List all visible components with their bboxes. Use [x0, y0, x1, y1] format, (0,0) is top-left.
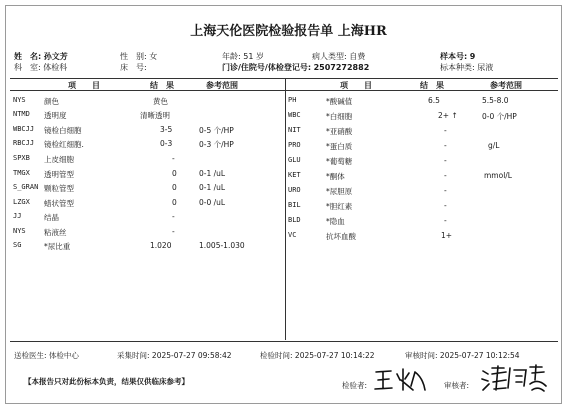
row-item: 蜡状管型 [44, 199, 74, 208]
row-result: 0 [172, 198, 177, 207]
reviewer-signature [480, 362, 550, 396]
tester-signature-graphic [373, 364, 431, 394]
specimen-label: 标本种类: [440, 63, 475, 72]
right-ref-header: 参考范围 [490, 81, 522, 90]
row-code: SG [13, 241, 22, 249]
row-code: NIT [288, 126, 301, 134]
dept-field [14, 62, 67, 73]
test-time-value: 2025-07-27 10:14:22 [294, 351, 375, 360]
table-bottom-rule [10, 341, 558, 342]
reviewer-signature-graphic [480, 362, 550, 394]
test-time-label: 检验时间: [260, 351, 293, 360]
row-ref: mmol/L [484, 171, 512, 180]
row-result: - [444, 201, 447, 210]
collect-time-label: 采集时间: [117, 351, 150, 360]
row-item: *尿胆原 [326, 187, 353, 196]
reg-field [222, 62, 369, 73]
disclaimer: 【本报告只对此份标本负责，结果仅供临床参考】 [24, 377, 189, 386]
age-label: 年龄: [222, 52, 241, 61]
row-result: - [172, 154, 175, 163]
row-result: 0 [172, 169, 177, 178]
row-ref: 0-0 /uL [199, 198, 226, 207]
row-code: TMGX [13, 169, 30, 177]
doctor-field [14, 350, 79, 361]
row-code: URO [288, 186, 301, 194]
row-result: 6.5 [428, 96, 440, 105]
row-item: 镜检白细胞 [44, 126, 82, 135]
left-item-header: 项 目 [68, 81, 100, 90]
row-ref: 0-0 个/HP [482, 112, 517, 121]
row-item: 上皮细胞 [44, 155, 74, 164]
row-item: *酮体 [326, 172, 345, 181]
row-item: *亚硝酸 [326, 127, 353, 136]
row-item: 结晶 [44, 213, 59, 222]
gender-field [120, 51, 157, 62]
table-top-rule [10, 78, 558, 79]
row-result: - [444, 126, 447, 135]
row-result: 清晰透明 [140, 111, 170, 120]
patient-name: 孙文芳 [43, 52, 68, 61]
column-divider [285, 79, 286, 340]
specimen-field [440, 62, 493, 73]
row-ref: 0-1 /uL [199, 183, 226, 192]
row-code: RBCJJ [13, 139, 35, 147]
row-result: 黄色 [153, 97, 168, 106]
row-item: 透明管型 [44, 170, 74, 179]
row-ref: 0-1 /uL [199, 169, 226, 178]
row-code: LZGX [13, 198, 30, 206]
row-ref: 0-3 个/HP [199, 140, 234, 149]
row-item: 透明度 [44, 111, 67, 120]
collect-time-value: 2025-07-27 09:58:42 [151, 351, 232, 360]
audit-time-label: 审核时间: [405, 351, 438, 360]
dept-label: 科 室: [14, 63, 41, 72]
row-result: 1.020 [150, 241, 172, 250]
row-ref: g/L [488, 141, 500, 150]
bed-field [120, 62, 147, 73]
row-result: - [444, 141, 447, 150]
row-code: KET [288, 171, 301, 179]
row-code: BLD [288, 216, 301, 224]
row-code: NYS [13, 227, 26, 235]
row-item: *胆红素 [326, 202, 353, 211]
row-code: WBC [288, 111, 301, 119]
row-item: 抗坏血酸 [326, 232, 356, 241]
row-item: *隐血 [326, 217, 345, 226]
row-code: NYS [13, 96, 26, 104]
row-item: *酸碱值 [326, 97, 353, 106]
left-result-header: 结 果 [150, 81, 174, 90]
age-field [222, 51, 264, 62]
collect-time-field [117, 350, 232, 361]
dept-value: 体检科 [43, 63, 68, 72]
test-time-field [260, 350, 375, 361]
row-result: - [444, 186, 447, 195]
reviewer-label: 审核者: [444, 381, 470, 390]
row-item: 颜色 [44, 97, 59, 106]
row-result: 0 [172, 183, 177, 192]
row-item: 粘液丝 [44, 228, 67, 237]
row-ref: 0-5 个/HP [199, 126, 234, 135]
doctor-value: 体检中心 [48, 351, 79, 360]
row-result: 2+ ↑ [438, 111, 458, 120]
row-code: PH [288, 96, 297, 104]
row-result: - [172, 227, 175, 236]
row-result: 3-5 [160, 125, 173, 134]
row-item: *蛋白质 [326, 142, 353, 151]
row-item: 颗粒管型 [44, 184, 74, 193]
row-code: JJ [13, 212, 22, 220]
row-code: SPXB [13, 154, 30, 162]
row-code: BIL [288, 201, 301, 209]
gender-value: 女 [149, 52, 158, 61]
row-result: - [172, 212, 175, 221]
patient-type-label: 病人类型: [312, 52, 347, 61]
gender-label: 性 别: [120, 52, 147, 61]
row-result: - [444, 156, 447, 165]
audit-time-field [405, 350, 520, 361]
age-value: 51 岁 [243, 52, 264, 61]
row-item: *白细胞 [326, 112, 353, 121]
row-ref: 1.005-1.030 [199, 241, 245, 250]
tester-label: 检验者: [342, 381, 368, 390]
row-item: *尿比重 [44, 242, 71, 251]
report-title: 上海天伦医院检验报告单 上海HR [190, 24, 387, 39]
row-item: *葡萄糖 [326, 157, 353, 166]
doctor-label: 送检医生: [14, 351, 47, 360]
patient-name-field [14, 51, 68, 62]
reg-value: 2507272882 [313, 63, 370, 72]
row-code: NTMD [13, 110, 30, 118]
sample-no-label: 样本号: [440, 52, 468, 61]
row-ref: 5.5-8.0 [482, 96, 509, 105]
row-result: 0-3 [160, 139, 173, 148]
name-label: 姓 名: [14, 52, 42, 61]
row-code: WBCJJ [13, 125, 35, 133]
patient-type-value: 自费 [349, 52, 366, 61]
row-result: 1+ [441, 231, 453, 240]
sample-no-value: 9 [469, 52, 476, 61]
row-item: 镜检红细胞. [44, 140, 84, 149]
right-item-header: 项 目 [340, 81, 372, 90]
row-result: - [444, 171, 447, 180]
row-code: GLU [288, 156, 301, 164]
audit-time-value: 2025-07-27 10:12:54 [439, 351, 520, 360]
patient-type-field [312, 51, 365, 62]
row-code: PRO [288, 141, 301, 149]
row-code: VC [288, 231, 297, 239]
reg-label: 门诊/住院号/体检登记号: [222, 63, 312, 72]
specimen-value: 尿液 [477, 63, 494, 72]
row-code: S_GRAN [13, 183, 39, 191]
row-result: - [444, 216, 447, 225]
left-ref-header: 参考范围 [206, 81, 238, 90]
right-result-header: 结 果 [420, 81, 444, 90]
bed-label: 床 号: [120, 63, 147, 72]
sample-no-field [440, 51, 475, 62]
tester-signature [373, 364, 431, 396]
